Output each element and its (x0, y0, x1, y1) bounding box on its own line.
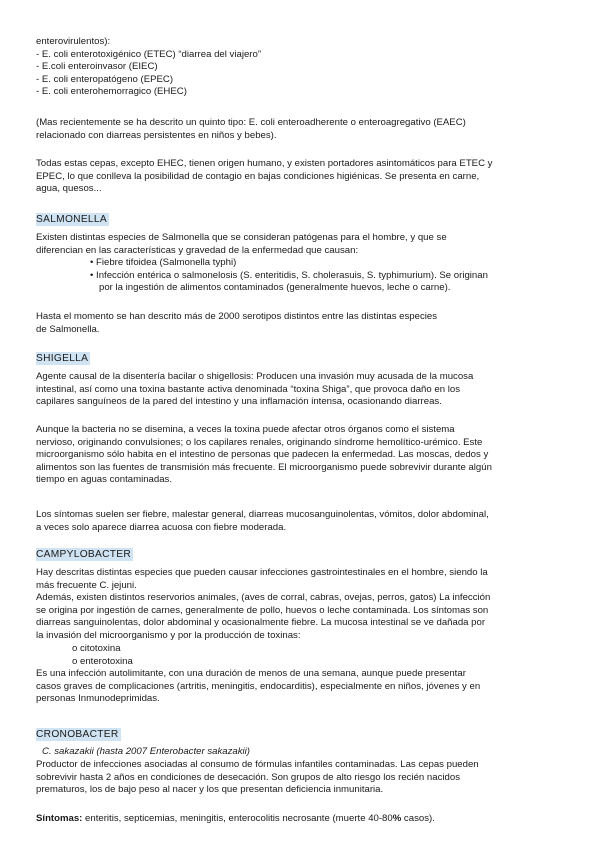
text-line: Todas estas cepas, excepto EHEC, tienen origen humano, y existen portadores asintomáticos para ETEC y (36, 158, 493, 169)
text-line: más frecuente C. jejuni. (36, 579, 137, 591)
text-line: la invasión del microorganismo y por la producción de toxinas: (36, 629, 301, 641)
shigella-paragraph-3 (36, 509, 566, 534)
text-line: nervioso, originando convulsiones; o los capilares renales, originando síndrome hemolítico-urémico. Este (36, 436, 483, 448)
ecoli-origin-paragraph (36, 158, 566, 196)
text-line: - E. coli enterotoxigénico (ETEC) “diarrea del viajero” (36, 48, 262, 60)
text-line: - E. coli enteropatógeno (EPEC) (36, 73, 174, 85)
cronobacter-symptoms (36, 813, 566, 826)
text-line: casos graves de complicaciones (artritis, meningitis, endocarditis), especialmente en niños, jóvenes y en (36, 680, 481, 692)
symptoms-percent: % (392, 813, 402, 824)
text-line: agua, quesos... (36, 183, 102, 194)
symptoms-line (36, 813, 566, 826)
text-line: EPEC, lo que conlleva la posibilidad de contagio en bajas condiciones higiénicas. Se presenta en carne, (36, 170, 480, 182)
text-line: Productor de infecciones asociadas al consumo de fórmulas infantiles contaminadas. Las cepas pueden (36, 759, 479, 770)
text-line: a veces solo aparece diarrea acuosa con fiebre moderada. (36, 521, 287, 533)
text-line: Además, existen distintos reservorios animales, (aves de corral, cabras, ovejas, perros, gatos) La infección (36, 592, 491, 603)
text-line: de Salmonella. (36, 323, 100, 335)
text-line: diarreas sanguinolentas, dolor abdominal y ocasionalmente fiebre. La mucosa intestinal se ve dañada por (36, 617, 486, 628)
ecoli-types-list (36, 36, 566, 99)
campylobacter-bullet-enterotoxin: o enterotoxina (72, 656, 133, 667)
text-line: diferencian en las características y gravedad de la enfermedad que causan: (36, 244, 359, 256)
cronobacter-paragraph-1 (36, 759, 566, 797)
shigella-paragraph-2 (36, 424, 566, 487)
shigella-paragraph-1 (36, 371, 566, 409)
shigella-heading: SHIGELLA (36, 353, 89, 364)
text-line: relacionado con diarreas persistentes en niños y bebes). (36, 129, 277, 141)
text-line: - E.coli enteroinvasor (EIEC) (36, 61, 158, 72)
text-line: Hasta el momento se han descrito más de 2000 serotipos distintos entre las distintas especies (36, 311, 438, 322)
salmonella-intro-paragraph (36, 232, 566, 257)
salmonella-bullet-enteric-cont: por la ingestión de alimentos contaminados (generalmente huevos, leche o carne). (99, 282, 451, 293)
cronobacter-subtitle: C. sakazakii (hasta 2007 Enterobacter sakazakii) (42, 746, 250, 757)
text-line: Los síntomas suelen ser fiebre, malestar general, diarreas mucosanguinolentas, vómitos, dolor abdominal, (36, 509, 489, 520)
salmonella-heading: SALMONELLA (36, 214, 107, 225)
text-line: Es una infección autolimitante, con una duración de menos de una semana, aunque puede presentar (36, 668, 466, 679)
text-line: Agente causal de la disentería bacilar o shigellosis: Producen una invasión muy acusada de la mucosa (36, 371, 474, 382)
salmonella-bullet-typhoid: • Fiebre tifoidea (Salmonella typhi) (90, 257, 237, 268)
symptoms-end: casos). (401, 813, 435, 824)
campylobacter-heading: CAMPYLOBACTER (36, 549, 132, 560)
text-line: sobrevivir hasta 2 años en condiciones de desecación. Son grupos de alto riesgo los recién nacidos (36, 771, 460, 783)
text-line: personas Inmunodeprimidas. (36, 693, 160, 704)
text-line: enterovirulentos): (36, 36, 111, 47)
symptoms-label: Síntomas: (36, 813, 83, 824)
campylobacter-bullet-cytotoxin: o citotoxina (72, 643, 121, 654)
text-line: - E. coli enterohemorragico (EHEC) (36, 86, 187, 97)
text-line: alimentos son las fuentes de transmisión más frecuente. El microorganismo puede sobrevivir durante algún (36, 461, 492, 473)
text-line: microorganismo sólo habita en el intestino de personas que padecen la enfermedad. Las moscas, dedos y (36, 449, 489, 460)
text-line: (Mas recientemente se ha descrito un quinto tipo: E. coli enteroadherente o enteroagregativo (EAEC) (36, 117, 466, 128)
ecoli-fifth-type-paragraph (36, 117, 566, 142)
salmonella-bullet-enteric: • Infección entérica o salmonelosis (S. enteritidis, S. cholerasuis, S. typhimurium). Se originan (90, 269, 488, 281)
text-line: se origina por ingestión de carnes, generalmente de pollo, huevos o leche contaminada. Los síntomas son (36, 604, 489, 616)
text-line: prematuros, los de bajo peso al nacer y los que presentan deficiencia inmunitaria. (36, 784, 384, 795)
text-line: tiempo en aguas contaminadas. (36, 474, 172, 485)
symptoms-text: enteritis, septicemias, meningitis, enterocolitis necrosante (muerte 40-80 (82, 813, 393, 824)
text-line: Existen distintas especies de Salmonella que se consideran patógenas para el hombre, y que se (36, 232, 447, 243)
salmonella-serotypes-paragraph (36, 311, 566, 336)
text-line: capilares sanguíneos de la pared del intestino y una inflamación intensa, ocasionando diarreas. (36, 396, 442, 407)
campylobacter-paragraph-2 (36, 668, 566, 706)
text-line: intestinal, así como una toxina bastante activa denominada “toxina Shiga”, que provoca daño en los (36, 383, 460, 395)
text-line: Hay descritas distintas especies que pueden causar infecciones gastrointestinales en el hombre, siendo la (36, 567, 488, 578)
text-line: Aunque la bacteria no se disemina, a veces la toxina puede afectar otros órganos como el sistema (36, 424, 455, 435)
campylobacter-paragraph-1 (36, 567, 566, 642)
cronobacter-heading: CRONOBACTER (36, 729, 119, 740)
